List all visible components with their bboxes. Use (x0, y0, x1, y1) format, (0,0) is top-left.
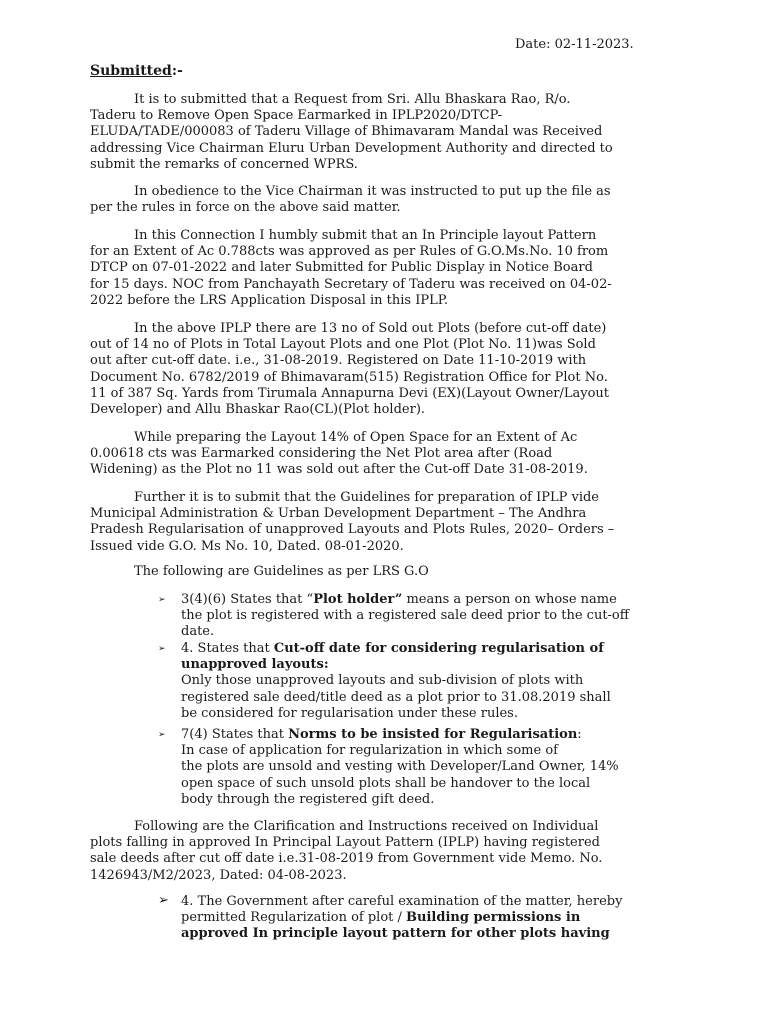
text-line: It is to submitted that a Request from Sri. Allu Bhaskara Rao, R/o. (134, 92, 571, 107)
text-line: plots falling in approved In Principal Layout Pattern (IPLP) having registered (90, 835, 600, 851)
paragraph-open-space (90, 430, 690, 479)
text-line: be considered for regularisation under these rules. (181, 705, 518, 721)
text-line: per the rules in force on the above said matter. (90, 200, 401, 216)
arrow-bullet-icon: ➢ (158, 730, 166, 740)
text-line: addressing Vice Chairman Eluru Urban Development Authority and directed to (90, 140, 613, 156)
paragraph-connection (90, 228, 690, 309)
paragraph-sold-plots (90, 321, 690, 418)
text-line: In this Connection I humbly submit that an In Principle layout Pattern (134, 228, 597, 243)
document-date: Date: 02-11-2023. (515, 37, 634, 52)
text-line: 1426943/M2/2023, Dated: 04-08-2023. (90, 867, 347, 883)
text-line: 0.00618 cts was Earmarked considering the Net Plot area after (Road (90, 446, 553, 462)
text-line: Document No. 6782/2019 of Bhimavaram(515) Registration Office for Plot No. (90, 369, 608, 385)
arrow-bullet-icon: ➢ (158, 644, 166, 654)
heading-suffix: :- (171, 63, 183, 79)
paragraph-obedience (90, 184, 690, 216)
text-line: Municipal Administration & Urban Development Department – The Andhra (90, 506, 587, 522)
text-line: 7(4) States that Norms to be insisted for Regularisation: (181, 727, 582, 742)
heading-label: Submitted (90, 63, 172, 79)
text-line: 11 of 387 Sq. Yards from Tirumala Annapurna Devi (EX)(Layout Owner/Layout (90, 385, 610, 401)
text-line: 4. States that Cut-off date for considering regularisation of (181, 641, 604, 656)
text-line: In case of application for regularization in which some of (181, 743, 558, 759)
text-line: While preparing the Layout 14% of Open Space for an Extent of Ac (134, 430, 578, 445)
text-line: Taderu to Remove Open Space Earmarked in IPLP2020/DTCP- (90, 108, 503, 124)
text-line: Only those unapproved layouts and sub-division of plots with (181, 673, 584, 689)
text-line: submit the remarks of concerned WPRS. (90, 156, 358, 172)
text-line: open space of such unsold plots shall be handover to the local (181, 775, 591, 791)
text-line: permitted Regularization of plot / Building permissions in (181, 910, 581, 926)
text-line: for an Extent of Ac 0.788cts was approved as per Rules of G.O.Ms.No. 10 from (90, 244, 609, 260)
text-line: 4. The Government after careful examination of the matter, hereby (181, 894, 623, 909)
text-line: ELUDA/TADE/000083 of Taderu Village of Bhimavaram Mandal was Received (90, 124, 603, 140)
text-line: out of 14 no of Plots in Total Layout Plots and one Plot (Plot No. 11)was Sold (90, 337, 596, 353)
text-line: out after cut-off date. i.e., 31-08-2019. Registered on Date 11-10-2019 with (90, 353, 587, 369)
section-heading (90, 63, 183, 79)
paragraph-following (90, 564, 690, 580)
text-line: registered sale deed/title deed as a plot prior to 31.08.2019 shall (181, 689, 611, 705)
text-line: Widening) as the Plot no 11 was sold out after the Cut-off Date 31-08-2019. (90, 462, 588, 478)
text-line: In the above IPLP there are 13 no of Sold out Plots (before cut-off date) (134, 321, 607, 336)
arrow-bullet-icon: ➢ (158, 595, 166, 605)
text-line: Further it is to submit that the Guidelines for preparation of IPLP vide (134, 490, 599, 505)
text-line: In obedience to the Vice Chairman it was instructed to put up the file as (134, 184, 611, 199)
text-line: for 15 days. NOC from Panchayath Secretary of Taderu was received on 04-02- (90, 276, 612, 292)
text-line: date. (181, 624, 215, 640)
paragraph-guidelines (90, 490, 690, 555)
text-line: the plot is registered with a registered sale deed prior to the cut-off (181, 608, 629, 624)
arrow-bullet-icon: ➢ (158, 893, 169, 908)
text-line: Following are the Clarification and Instructions received on Individual (134, 819, 599, 834)
paragraph-clarification (90, 819, 690, 884)
text-line: approved In principle layout pattern for other plots having (181, 926, 610, 942)
text-line: Pradesh Regularisation of unapproved Layouts and Plots Rules, 2020– Orders – (90, 522, 615, 538)
text-line: the plots are unsold and vesting with Developer/Land Owner, 14% (181, 759, 619, 775)
text-line: unapproved layouts: (181, 657, 329, 673)
text-line: sale deeds after cut off date i.e.31-08-2019 from Government vide Memo. No. (90, 851, 603, 867)
text-line: The following are Guidelines as per LRS G.O (134, 564, 429, 579)
text-line: Developer) and Allu Bhaskar Rao(CL)(Plot holder). (90, 402, 426, 418)
text-line: body through the registered gift deed. (181, 791, 435, 807)
text-line: 2022 before the LRS Application Disposal in this IPLP. (90, 292, 448, 308)
text-line: DTCP on 07-01-2022 and later Submitted for Public Display in Notice Board (90, 260, 593, 276)
text-line: Issued vide G.O. Ms No. 10, Dated. 08-01-2020. (90, 538, 404, 554)
text-line: 3(4)(6) States that “Plot holder” means a person on whose name (181, 592, 617, 607)
paragraph-request (90, 92, 690, 173)
